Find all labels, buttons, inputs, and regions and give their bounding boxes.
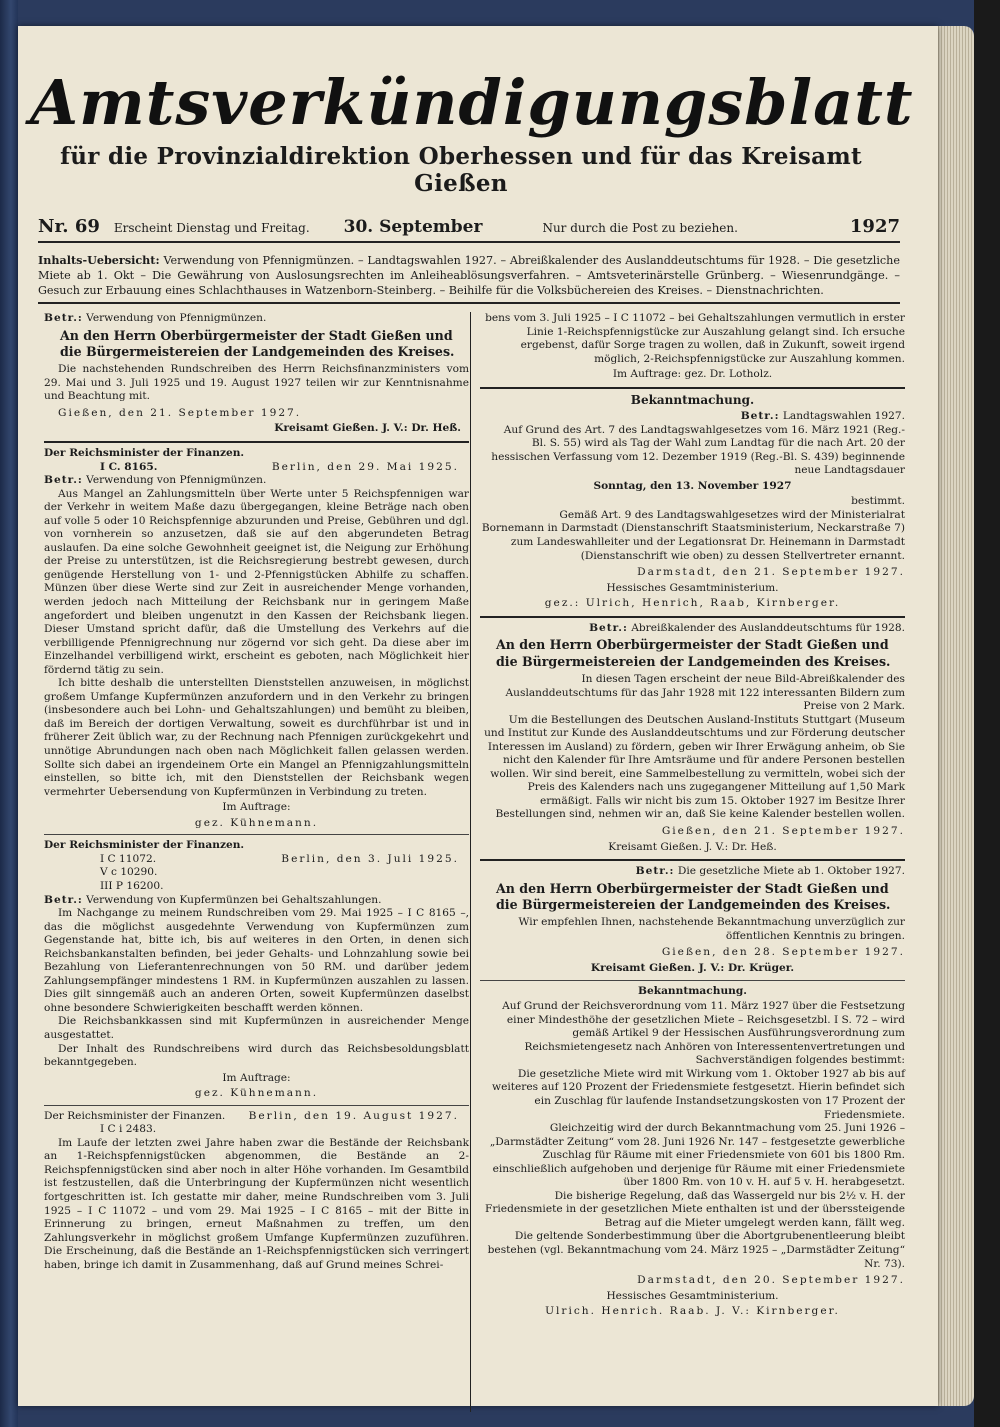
article-5-subject: Abreißkalender des Auslanddeutschtums für 1928. <box>631 621 905 634</box>
article-5-place-date: Gießen, den 21. September 1927. <box>661 825 905 838</box>
article-2-signature: gez. Kühnemann. <box>194 816 319 829</box>
announcement-1-signature-title: Hessisches Gesamtministerium. <box>606 581 779 594</box>
announcement-1-subject-line <box>480 410 905 424</box>
betr-label: Betr.: <box>635 865 675 878</box>
announcement-1-fixed: bestimmt. <box>851 495 905 508</box>
announcement-2-place-date: Darmstadt, den 20. September 1927. <box>637 1274 905 1287</box>
article-6-place-date: Gießen, den 28. September 1927. <box>661 946 905 959</box>
separator <box>480 980 905 981</box>
article-6-signature: Kreisamt Gießen. J. V.: Dr. Krüger. <box>590 962 795 975</box>
article-5-heading: An den Herrn Oberbürgermeister der Stadt Gießen und die Bürgermeistereien der Landgemeinden des Kreises. <box>496 637 891 669</box>
announcement-2-signature: Ulrich. Henrich. Raab. J. V.: Kirnberger. <box>545 1305 840 1318</box>
separator <box>44 834 469 835</box>
article-2-place-date: Berlin, den 29. Mai 1925. <box>271 460 459 473</box>
article-5-signature: Kreisamt Gießen. J. V.: Dr. Heß. <box>608 840 777 853</box>
article-3-paragraph-3: Der Inhalt des Rundschreibens wird durch das Reichsbesoldungsblatt bekanntgegeben. <box>44 1042 469 1069</box>
article-5-paragraph-2: Um die Bestellungen des Deutschen Ausland-Instituts Stuttgart (Museum und Institut zur Kunde des Auslanddeutschtums und zur Förderung deutscher Interessen im Ausland) zu fördern, geben wir Ihrer Erwägung anheim, ob Sie nicht den Kalender für Ihre Amtsräume und für andere Personen bestellen wollen. Wir sind bereit, eine Sammelbestellung zu vermitteln, wobei sich der Preis des Kalenders nach uns zugegangener Mitteilung auf 1,50 Mark ermäßigt. Falls wir nicht bis zum 15. Oktober 1927 im Besitze Ihrer Bestellungen sind, nehmen wir an, daß Sie keine Kalender bestellen wollen. <box>484 713 905 821</box>
article-3-reference-3: III P 16200. <box>100 879 164 892</box>
announcement-1-subject: Landtagswahlen 1927. <box>782 410 905 423</box>
article-5-subject-line <box>480 622 905 636</box>
article-1-subject: Verwendung von Pfennigmünzen. <box>86 312 267 324</box>
column-divider <box>470 312 471 1412</box>
article-6-subject-line <box>480 865 905 879</box>
announcement-2-paragraph-4: Die bisherige Regelung, daß das Wassergeld nur bis 2½ v. H. der Friedensmiete in der gesetzlichen Miete enthalten ist und der überssteigende Betrag auf die Mieter umgelegt werden kann, fällt weg. <box>485 1189 905 1229</box>
book-binding <box>0 0 18 1427</box>
announcement-2-signature-title: Hessisches Gesamtministerium. <box>606 1289 779 1302</box>
separator <box>480 387 905 389</box>
announcement-1-election-date: Sonntag, den 13. November 1927 <box>593 479 792 492</box>
article-3-signature: gez. Kühnemann. <box>194 1087 319 1100</box>
article-4-minister: Der Reichsminister der Finanzen. <box>44 1109 226 1122</box>
article-3-subject-line <box>44 894 469 908</box>
announcement-2-paragraph-3: Gleichzeitig wird der durch Bekanntmachung vom 25. Juni 1926 – „Darmstädter Zeitung“ vom 28. Juni 1926 Nr. 147 – festgesetzte gewerbliche Zuschlag für Räume mit einer Friedensmiete von 601 bis 1800 Rm. einschließlich aufgehoben und derjenige für Räume mit einer Friedensmiete über 1800 Rm. von 10 v. H. auf 5 v. H. herabgesetzt. <box>489 1122 905 1189</box>
article-2-signature-title: Im Auftrage: <box>222 801 291 814</box>
separator <box>44 441 469 443</box>
article-4-place-date: Berlin, den 19. August 1927. <box>248 1109 459 1122</box>
left-column <box>44 312 469 1272</box>
article-2-subject-line <box>44 474 469 488</box>
announcement-2-title: Bekanntmachung. <box>638 984 747 997</box>
issue-year: 1927 <box>849 216 900 237</box>
issue-info-row <box>38 216 900 243</box>
page-edges <box>936 26 974 1406</box>
toc-text: Verwendung von Pfennigmünzen. – Landtagswahlen 1927. – Abreißkalender des Auslanddeutschtums für 1928. – Die gesetzliche Miete ab 1. Okt – Die Gewährung von Auslosungsrechten im Anleiheablösungsverfahren. – Amtsveterinärstelle Grünberg. – Wiesenrundgänge. – Gesuch zur Erbauung eines Schlachthauses in Watzenborn-Steinberg. – Beihilfe für die Volksbüchereien des Kreises. – Dienstnachrichten. <box>38 254 900 297</box>
newspaper-subtitle: für die Provinzialdirektion Oberhessen und für das Kreisamt Gießen <box>60 143 862 198</box>
article-4-continuation: bens vom 3. Juli 1925 – I C 11072 – bei Gehaltszahlungen vermutlich in erster Linie 1-Reichspfennigstücke zur Auszahlung gelangt sind. Ich ersuche ergebenst, dafür Sorge tragen zu wollen, daß in Zukunft, soweit irgend möglich, 2-Reichspfennigstücke zur Auszahlung kommen. <box>485 312 905 365</box>
article-3-reference-2: V c 10290. <box>100 866 158 879</box>
article-2-ref-line <box>44 461 469 475</box>
announcement-1-place-date: Darmstadt, den 21. September 1927. <box>637 566 905 579</box>
separator <box>480 859 905 861</box>
article-1-subject-line <box>44 312 469 326</box>
right-column <box>480 312 905 1321</box>
article-3-reference-1: I C 11072. <box>100 852 157 865</box>
announcement-2-paragraph-5: Die geltende Sonderbestimmung über die Abortgrubenentleerung bleibt bestehen (vgl. Bekanntmachung vom 24. März 1925 – „Darmstädter Zeitung“ Nr. 73). <box>487 1230 905 1270</box>
betr-label: Betr.: <box>44 893 83 906</box>
article-2-paragraph-2: Ich bitte deshalb die unterstellten Dienststellen anzuweisen, in möglichst großem Umfange Kupfermünzen anzufordern und in den Verkehr zu bringen (insbesondere auch bei Lohn- und Gehaltszahlungen) und bemüht zu bleiben, daß im Bereich der dortigen Verwaltung, soweit es durchführbar ist und in früherer Zeit üblich war, zu der Rechnung nach Pfennigen zurückgekehrt und unnötige Abrundungen nach oben nach Möglichkeit fallen gelassen werden. Sollte sich dabei an irgendeinem Orte ein Mangel an Pfennigzahlungsmitteln einstellen, so bitte ich, mit den Dienststellen der Reichsbank wegen vermehrter Uebersendung von Kupfermünzen in Verbindung zu treten. <box>44 677 469 798</box>
article-1-place-date: Gießen, den 21. September 1927. <box>58 406 302 419</box>
article-3-place-date: Berlin, den 3. Juli 1925. <box>281 852 459 865</box>
separator <box>44 1105 469 1106</box>
article-2-reference: I C. 8165. <box>100 460 158 473</box>
issue-date: 30. September <box>343 217 483 237</box>
article-3-minister: Der Reichsminister der Finanzen. <box>44 839 245 852</box>
announcement-1-paragraph-2: Gemäß Art. 9 des Landtagswahlgesetzes wird der Ministerialrat Bornemann in Darmstadt (Dienstanschrift Staatsministerium, Neckarstraße 7) zum Landeswahlleiter und der Legationsrat Dr. Heinemann in Darmstadt (Dienstanschrift wie oben) zu dessen Stellvertreter ernannt. <box>481 508 905 562</box>
betr-label: Betr.: <box>740 410 780 423</box>
article-3-paragraph-1: Im Nachgange zu meinem Rundschreiben vom 29. Mai 1925 – I C 8165 –, das die möglichst ausgedehnte Verwendung von Kupfermünzen zum Gegenstande hat, bitte ich, bis auf weiteres in den Orten, in denen sich Reichsbankanstalten befinden, bei jeder Gehalts- und Lohnzahlung sowie bei Bezahlung von Lieferantenrechnungen von 50 RM. und darüber jedem Zahlungsempfänger mindestens 1 RM. in Kupfermünzen auszahlen zu lassen. Dies gilt sinngemäß auch an anderen Orten, soweit Kupfermünzen daselbst ohne besondere Schwierigkeiten beschafft werden können. <box>44 907 469 1014</box>
betr-label: Betr.: <box>44 474 83 487</box>
article-1-body: Die nachstehenden Rundschreiben des Herrn Reichsfinanzministers vom 29. Mai und 3. Juli 1925 und 19. August 1927 teilen wir zur Kenntnisnahme und Beachtung mit. <box>44 363 469 403</box>
article-6-subject: Die gesetzliche Miete ab 1. Oktober 1927. <box>677 865 905 878</box>
announcement-1-signature: gez.: Ulrich, Henrich, Raab, Kirnberger. <box>544 597 841 610</box>
background-shadow <box>974 0 1000 1427</box>
toc-label: Inhalts-Uebersicht: <box>38 253 160 267</box>
article-2-paragraph-1: Aus Mangel an Zahlungsmitteln über Werte unter 5 Reichspfennigen war der Verkehr in weitem Maße dazu übergegangen, kleine Beträge nach oben auf volle 5 oder 10 Reichspfennige abzurunden und Preise, Gebühren und dgl. von vornherein so anzusetzen, daß sie auf den abgerundeten Betrag auslaufen. Da eine solche Gewohnheit geeignet ist, die Neigung zur Erhöhung der Preise zu unterstützen, ist die Reichsregierung bestrebt gewesen, durch genügende Herstellung von 1- und 2-Pfennigstücken Abhilfe zu schaffen. Münzen über diese Werte sind zur Zeit in ausreichender Menge vorhanden, werden jedoch nach Mitteilung der Reichsbank nur in geringem Maße angefordert und bleiben ungenutzt in den Kassen der Reichsbank liegen. Dieser Umstand spricht dafür, daß die Umstellung des Verkehrs auf die verbilligende Pfennigrechnung nur zögernd vor sich geht. Da diese aber im Einzelhandel verbilligend wirkt, erscheint es geboten, nach Möglichkeit hier fördernd tätig zu sein. <box>44 487 469 676</box>
betr-label: Betr.: <box>44 312 83 324</box>
newspaper-title: Amtsverkündigungsblatt <box>30 66 914 139</box>
announcement-1-paragraph-1: Auf Grund des Art. 7 des Landtagswahlgesetzes vom 16. März 1921 (Reg.-Bl. S. 55) wird als Tag der Wahl zum Landtag für die nach Art. 20 der hessischen Verfassung vom 12. Dezember 1919 (Reg.-Bl. S. 439) beginnende neue Landtagsdauer <box>491 423 905 477</box>
article-6-heading: An den Herrn Oberbürgermeister der Stadt Gießen und die Bürgermeistereien der Landgemeinden des Kreises. <box>496 880 891 913</box>
article-3-signature-title: Im Auftrage: <box>222 1071 291 1084</box>
article-4-signature: Im Auftrage: gez. Dr. Lotholz. <box>612 368 773 381</box>
announcement-2-paragraph-1: Auf Grund der Reichsverordnung vom 11. März 1927 über die Festsetzung einer Mindesthöhe der gesetzlichen Miete – Reichsgesetzbl. I S. 72 – wird gemäß Artikel 9 der Hessischen Ausführungsverordnung zum Reichsmietengesetz nach Anhören von Interessentenvertretungen und Sachverständigen folgendes bestimmt: <box>502 1000 905 1067</box>
separator <box>480 616 905 618</box>
issue-post-note: Nur durch die Post zu beziehen. <box>542 221 738 235</box>
announcement-2-paragraph-2: Die gesetzliche Miete wird mit Wirkung vom 1. Oktober 1927 ab bis auf weiteres auf 120 Prozent der Friedensmiete festgesetzt. Hierin befindet sich ein Zuschlag für laufende Instandsetzungskosten von 17 Prozent der Friedensmiete. <box>492 1067 905 1121</box>
article-2-subject: Verwendung von Pfennigmünzen. <box>86 474 267 487</box>
article-4-reference: I C i 2483. <box>100 1123 157 1136</box>
betr-label: Betr.: <box>589 621 628 634</box>
article-6-paragraph-1: Wir empfehlen Ihnen, nachstehende Bekanntmachung unverzüglich zur öffentlichen Kenntnis zu bringen. <box>518 916 905 942</box>
issue-number: Nr. 69 <box>38 216 100 237</box>
article-3-paragraph-2: Die Reichsbankkassen sind mit Kupfermünzen in ausreichender Menge ausgestattet. <box>44 1015 469 1041</box>
table-of-contents <box>38 253 900 304</box>
article-3-ref-line <box>44 853 469 867</box>
masthead <box>30 66 914 198</box>
announcement-1-title: Bekanntmachung. <box>630 392 755 407</box>
article-1-heading: An den Herrn Oberbürgermeister der Stadt Gießen und die Bürgermeistereien der Landgemeinden des Kreises. <box>60 327 455 359</box>
article-2-minister: Der Reichsminister der Finanzen. <box>44 447 245 459</box>
article-4-header-line <box>44 1110 469 1124</box>
issue-frequency: Erscheint Dienstag und Freitag. <box>113 221 310 235</box>
article-4-paragraph-1: Im Laufe der letzten zwei Jahre haben zwar die Bestände der Reichsbank an 1-Reichspfennigstücken abgenommen, die Bestände an 2-Reichspfennigstücken sind aber noch in alter Höhe vorhanden. Im Gesamtbild ist festzustellen, daß die Unterbringung der Kupfermünzen nicht wesentlich fortgeschritten ist. Ich gestatte mir daher, meine Rundschreiben vom 3. Juli 1925 – I C 11072 – und vom 29. Mai 1925 – I C 8165 – mit der Bitte in Erinnerung zu bringen, erneut Maßnahmen zu treffen, um den Zahlungsverkehr in möglichst großem Umfange Kupfermünzen zuzuführen. Die Erscheinung, daß die Bestände an 1-Reichspfennigstücken sich verringert haben, bringe ich damit in Zusammenhang, daß auf Grund meines Schrei- <box>44 1136 469 1271</box>
article-3-subject: Verwendung von Kupfermünzen bei Gehaltszahlungen. <box>86 893 382 906</box>
article-5-paragraph-1: In diesen Tagen erscheint der neue Bild-Abreißkalender des Auslanddeutschtums für das Jahr 1928 mit 122 interessanten Bildern zum Preise von 2 Mark. <box>505 673 905 713</box>
article-1-signature: Kreisamt Gießen. J. V.: Dr. Heß. <box>274 422 461 435</box>
